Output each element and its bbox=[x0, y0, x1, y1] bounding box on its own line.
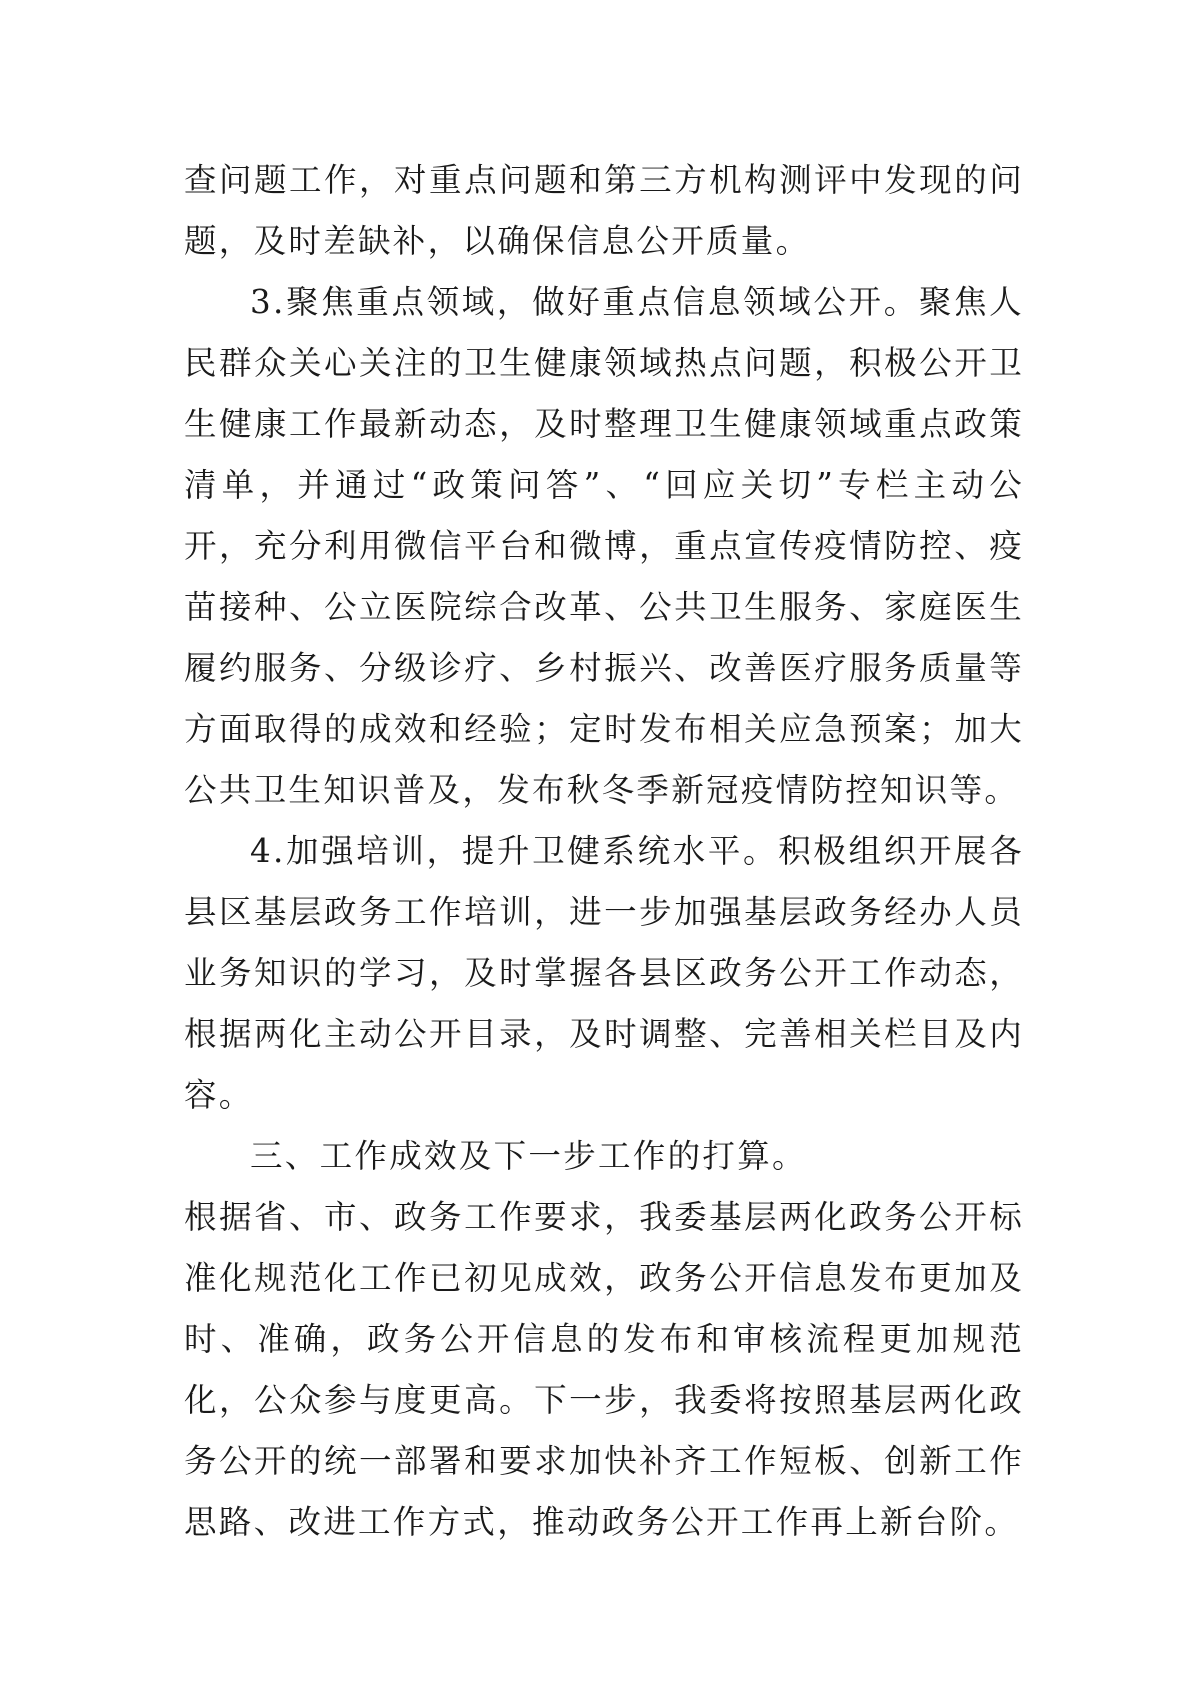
paragraph-item-3: 3.聚焦重点领域，做好重点信息领域公开。聚焦人民群众关心关注的卫生健康领域热点问题，积极公开卫生健康工作最新动态，及时整理卫生健康领域重点政策清单，并通过“政策问答”、“回应关切”专栏主动公开，充分利用微信平台和微博，重点宣传疫情防控、疫苗接种、公立医院综合改革、公共卫生服务、家庭医生履约服务、分级诊疗、乡村振兴、改善医疗服务质量等方面取得的成效和经验；定时发布相关应急预案；加大公共卫生知识普及，发布秋冬季新冠疫情防控知识等。 bbox=[184, 283, 1024, 809]
paragraph-continuation: 查问题工作，对重点问题和第三方机构测评中发现的问题，及时差缺补，以确保信息公开质量。 bbox=[184, 161, 1024, 260]
paragraph-item-4: 4.加强培训，提升卫健系统水平。积极组织开展各县区基层政务工作培训，进一步加强基层政务经办人员业务知识的学习，及时掌握各县区政务公开工作动态，根据两化主动公开目录，及时调整、完善相关栏目及内容。 bbox=[184, 832, 1024, 1114]
document-body bbox=[184, 150, 1024, 1553]
section-heading-3: 三、工作成效及下一步工作的打算。 bbox=[250, 1137, 807, 1175]
paragraph-results-next-steps: 根据省、市、政务工作要求，我委基层两化政务公开标准化规范化工作已初见成效，政务公开信息发布更加及时、准确，政务公开信息的发布和审核流程更加规范化，公众参与度更高。下一步，我委将按照基层两化政务公开的统一部署和要求加快补齐工作短板、创新工作思路、改进工作方式，推动政务公开工作再上新台阶。 bbox=[184, 1198, 1024, 1541]
